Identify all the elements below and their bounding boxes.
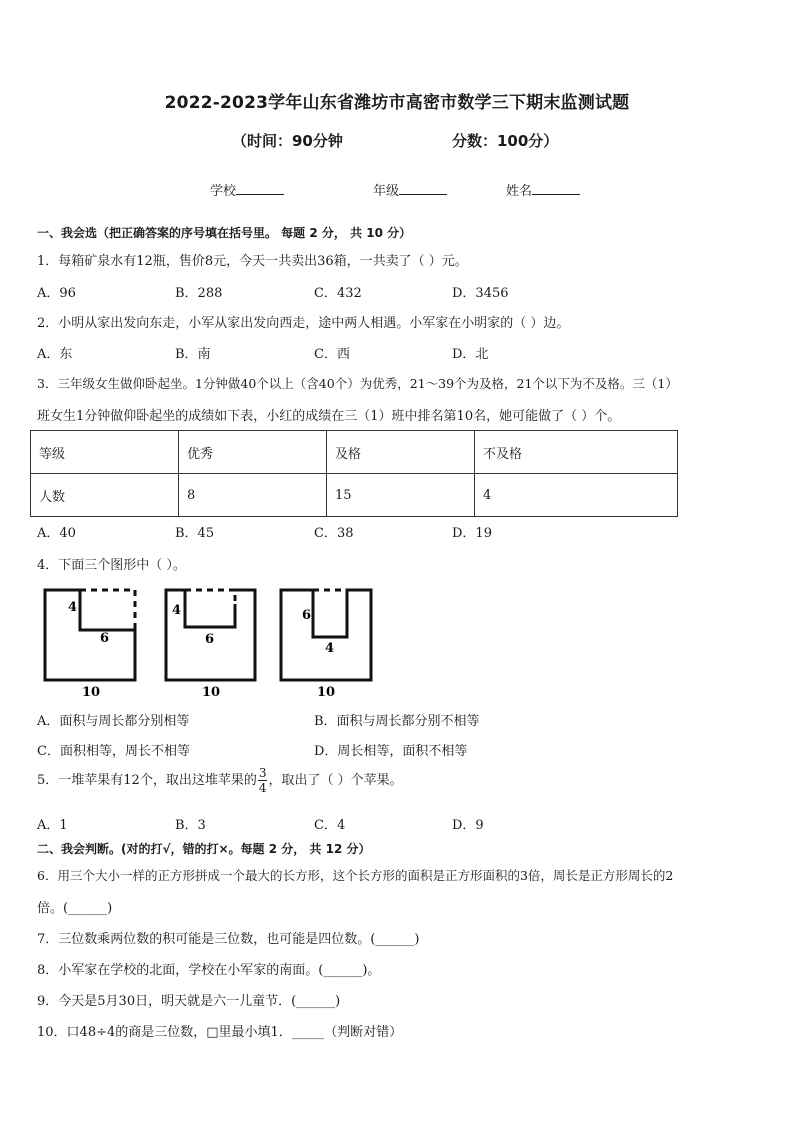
figure-1-outline xyxy=(45,590,135,680)
q2-option-c[interactable]: C．西 xyxy=(314,347,350,362)
figure-2-label-b: 6 xyxy=(205,632,215,647)
q1-option-a[interactable]: A．96 xyxy=(37,286,76,301)
figure-1-label-bottom: 10 xyxy=(82,685,101,700)
q3-option-d[interactable]: D．19 xyxy=(452,526,492,541)
q2-option-a[interactable]: A．东 xyxy=(37,347,73,362)
q5-text-post: ，取出了（ ）个苹果。 xyxy=(268,773,403,788)
figure-1-label-a: 4 xyxy=(68,600,78,615)
q3-option-b[interactable]: B．45 xyxy=(175,526,215,541)
q4-option-c[interactable]: C．面积相等，周长不相等 xyxy=(37,744,190,759)
figure-2-label-bottom: 10 xyxy=(202,685,221,700)
q1-option-c[interactable]: C．432 xyxy=(314,286,362,301)
q4-option-b[interactable]: B．面积与周长都分别不相等 xyxy=(314,714,480,729)
school-label: 学校 xyxy=(210,184,237,199)
table-header-cell: 及格 xyxy=(327,431,475,474)
name-label: 姓名 xyxy=(506,184,533,199)
q3-score-table xyxy=(30,430,678,517)
table-cell: 15 xyxy=(327,474,475,517)
q5-fraction-denominator: 4 xyxy=(258,781,267,795)
figure-2 xyxy=(166,590,255,700)
q3-text-line1: 3．三年级女生做仰卧起坐。1分钟做40个以上（含40个）为优秀，21～39个为及格，21个以下为不及格。三（1） xyxy=(37,376,678,391)
q4-text: 4．下面三个图形中（ ）。 xyxy=(37,558,186,573)
q5-text xyxy=(37,767,403,794)
q9-text[interactable]: 9．今天是5月30日，明天就是六一儿童节．(______) xyxy=(37,994,341,1009)
figure-3-label-bottom: 10 xyxy=(317,685,336,700)
page-title: 2022-2023学年山东省潍坊市高密市数学三下期末监测试题 xyxy=(164,93,630,113)
q3-option-a[interactable]: A．40 xyxy=(37,526,76,541)
q2-option-b[interactable]: B．南 xyxy=(175,347,211,362)
name-blank xyxy=(532,182,580,195)
q5-option-d[interactable]: D．9 xyxy=(452,818,484,833)
section1-heading: 一、我会选（把正确答案的序号填在括号里。 每题 2 分， 共 10 分） xyxy=(37,226,412,240)
table-cell: 人数 xyxy=(31,474,179,517)
figure-2-notch xyxy=(185,590,235,627)
grade-field[interactable] xyxy=(373,180,447,199)
q4-option-d[interactable]: D．周长相等，面积不相等 xyxy=(314,744,468,759)
q6-text-line1: 6．用三个大小一样的正方形拼成一个最大的长方形，这个长方形的面积是正方形面积的3倍，周长是正方形周长的2 xyxy=(37,868,674,883)
q1-text: 1．每箱矿泉水有12瓶，售价8元，今天一共卖出36箱，一共卖了（ ）元。 xyxy=(37,254,468,269)
figure-3 xyxy=(281,590,371,700)
q6-text-line2[interactable]: 倍。(______) xyxy=(37,901,113,916)
figure-1-dashed xyxy=(80,590,135,630)
q3-option-c[interactable]: C．38 xyxy=(314,526,354,541)
table-row xyxy=(31,474,678,517)
school-blank xyxy=(236,182,284,195)
q7-text[interactable]: 7．三位数乘两位数的积可能是三位数，也可能是四位数。(______) xyxy=(37,932,420,947)
q1-option-b[interactable]: B．288 xyxy=(175,286,223,301)
figure-2-dashed xyxy=(185,590,235,604)
exam-time: （时间：90分钟 xyxy=(232,132,343,150)
figure-3-label-b: 4 xyxy=(325,641,335,656)
table-cell: 8 xyxy=(179,474,327,517)
school-field[interactable] xyxy=(210,180,284,199)
name-field[interactable] xyxy=(506,180,580,199)
q5-option-a[interactable]: A．1 xyxy=(37,818,68,833)
q4-figures xyxy=(38,585,383,705)
q5-fraction-numerator: 3 xyxy=(258,766,267,780)
grade-blank xyxy=(399,182,447,195)
q5-option-c[interactable]: C．4 xyxy=(314,818,346,833)
q2-option-d[interactable]: D．北 xyxy=(452,347,489,362)
exam-score: 分数：100分） xyxy=(452,132,559,150)
section2-heading: 二、我会判断。(对的打√，错的打×。每题 2 分， 共 12 分） xyxy=(37,842,371,856)
table-cell: 4 xyxy=(475,474,678,517)
grade-label: 年级 xyxy=(373,184,400,199)
table-header-cell: 优秀 xyxy=(179,431,327,474)
q4-option-a[interactable]: A．面积与周长都分别相等 xyxy=(37,714,190,729)
figure-1-label-b: 6 xyxy=(100,631,110,646)
figure-3-outline xyxy=(281,590,371,680)
q5-fraction xyxy=(258,767,268,794)
table-header-cell: 不及格 xyxy=(475,431,678,474)
q5-text-pre: 5．一堆苹果有12个，取出这堆苹果的 xyxy=(37,773,257,788)
q8-text[interactable]: 8．小军家在学校的北面，学校在小军家的南面。(______)。 xyxy=(37,963,381,978)
figure-1 xyxy=(45,590,135,700)
q10-text[interactable]: 10．口48÷4的商是三位数，□里最小填1．_____（判断对错） xyxy=(37,1025,403,1040)
table-header-cell: 等级 xyxy=(31,431,179,474)
q1-option-d[interactable]: D．3456 xyxy=(452,286,509,301)
q5-option-b[interactable]: B．3 xyxy=(175,818,206,833)
figure-2-label-a: 4 xyxy=(172,603,182,618)
q3-text-line2: 班女生1分钟做仰卧起坐的成绩如下表，小红的成绩在三（1）班中排名第10名，她可能做了（ ）个。 xyxy=(37,409,621,424)
q2-text: 2．小明从家出发向东走，小军从家出发向西走，途中两人相遇。小军家在小明家的（ ）边。 xyxy=(37,316,570,331)
figure-3-label-a: 6 xyxy=(302,608,312,623)
table-row xyxy=(31,431,678,474)
